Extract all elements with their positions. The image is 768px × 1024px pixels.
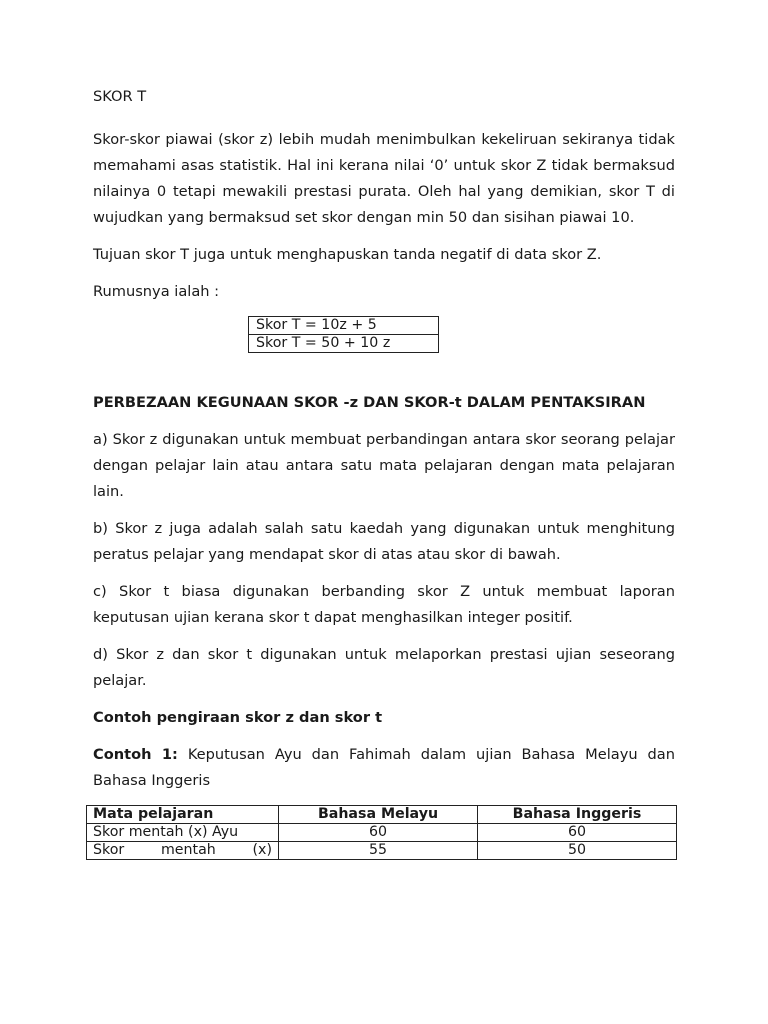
formula-row <box>249 335 439 353</box>
point-c: c) Skor t biasa digunakan berbanding skor Z untuk membuat laporan keputusan ujian kerana skor t dapat menghasilkan integer positif. <box>93 583 675 626</box>
table-cell: 60 <box>478 824 677 842</box>
formula-table <box>248 316 439 353</box>
table-cell: 55 <box>279 842 478 860</box>
formula-cell: Skor T = 10z + 5 <box>249 317 439 335</box>
table-header: Bahasa Melayu <box>279 806 478 824</box>
point-d: d) Skor z dan skor t digunakan untuk melaporkan prestasi ujian seseorang pelajar. <box>93 646 675 689</box>
table-cell: Skor mentah (x) <box>87 842 279 860</box>
score-table <box>86 805 677 860</box>
formula-label: Rumusnya ialah : <box>93 283 220 300</box>
example-heading: Contoh pengiraan skor z dan skor t <box>93 709 383 726</box>
formula-row <box>249 317 439 335</box>
point-a: a) Skor z digunakan untuk membuat perbandingan antara skor seorang pelajar dengan pelajar lain atau antara satu mata pelajaran dengan mata pelajaran lain. <box>93 431 675 500</box>
example-1-text: Keputusan Ayu dan Fahimah dalam ujian Bahasa Melayu dan Bahasa Inggeris <box>93 746 675 789</box>
formula-cell: Skor T = 50 + 10 z <box>249 335 439 353</box>
intro-paragraph: Skor-skor piawai (skor z) lebih mudah menimbulkan kekeliruan sekiranya tidak memahami asas statistik. Hal ini kerana nilai ‘0’ untuk skor Z tidak bermaksud nilainya 0 tetapi mewakili prestasi purata. Oleh hal yang demikian, skor T di wujudkan yang bermaksud set skor dengan min 50 dan sisihan piawai 10. <box>93 131 675 226</box>
purpose-paragraph: Tujuan skor T juga untuk menghapuskan tanda negatif di data skor Z. <box>93 246 602 263</box>
table-row <box>87 842 677 860</box>
table-header: Mata pelajaran <box>87 806 279 824</box>
section-title-perbezaan: PERBEZAAN KEGUNAAN SKOR -z DAN SKOR-t DALAM PENTAKSIRAN <box>93 394 646 411</box>
point-b: b) Skor z juga adalah salah satu kaedah yang digunakan untuk menghitung peratus pelajar yang mendapat skor di atas atau skor di bawah. <box>93 520 675 563</box>
table-cell: 50 <box>478 842 677 860</box>
document-content <box>93 84 675 860</box>
table-cell: Skor mentah (x) Ayu <box>87 824 279 842</box>
table-header-row <box>87 806 677 824</box>
example-1-paragraph <box>93 742 675 794</box>
table-row <box>87 824 677 842</box>
table-header: Bahasa Inggeris <box>478 806 677 824</box>
example-1-label: Contoh 1: <box>93 746 178 763</box>
section-title-skor-t: SKOR T <box>93 88 147 105</box>
table-cell: 60 <box>279 824 478 842</box>
